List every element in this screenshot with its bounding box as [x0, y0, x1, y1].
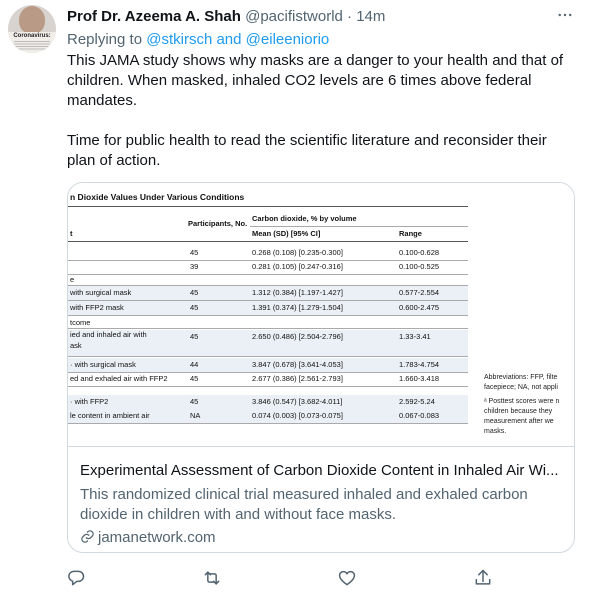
link-icon — [80, 529, 98, 546]
tweet-paragraph-2: Time for public health to read the scientific literature and reconsider their plan of action. — [67, 132, 547, 169]
card-body[interactable] — [68, 446, 575, 553]
table-row — [68, 246, 468, 260]
reply-mention-2[interactable]: @eileeniorio — [245, 31, 330, 48]
table-cell-mean: 0.281 (0.105) [0.247-0.316] — [252, 262, 343, 271]
table-row — [68, 358, 468, 372]
table-header-first: t — [70, 229, 73, 238]
table-header-participants: Participants, No. — [188, 219, 248, 228]
card-image[interactable] — [68, 183, 575, 446]
tweet-header — [67, 8, 385, 28]
avatar-face — [19, 6, 45, 34]
avatar[interactable] — [8, 5, 56, 53]
table-cell-range: 0.577-2.554 — [399, 288, 440, 297]
table-row — [68, 409, 468, 423]
table-row — [68, 273, 468, 285]
table-abbreviations — [484, 373, 575, 437]
table-row — [68, 316, 468, 328]
table-rule-header — [68, 241, 468, 242]
table-cell-label: · with FFP2 — [70, 397, 109, 406]
table-row — [68, 395, 468, 409]
table-cell-label: with FFP2 mask — [70, 303, 124, 312]
table-cell-range: 1.33-3.41 — [399, 332, 431, 341]
table-cell-label: le content in ambient air — [70, 411, 150, 420]
table-cell-range: 0.100-0.628 — [399, 248, 440, 257]
table-header-range: Range — [399, 229, 422, 238]
table-cell-range: 0.600-2.475 — [399, 303, 440, 312]
table-cell-range: 0.100-0.525 — [399, 262, 440, 271]
table-cell-participants: 45 — [190, 303, 199, 312]
table-cell-mean: 0.074 (0.003) [0.073-0.075] — [252, 411, 343, 420]
table-cell-participants: 44 — [190, 360, 199, 369]
table-cell-range: 0.067-0.083 — [399, 411, 440, 420]
table-cell-mean: 3.847 (0.678) [3.641-4.053] — [252, 360, 343, 369]
replying-to — [67, 31, 329, 48]
table-row-rule — [68, 423, 468, 424]
table-cell-range: 1.783-4.754 — [399, 360, 440, 369]
author-name[interactable]: Prof Dr. Azeema A. Shah — [67, 8, 241, 25]
more-horizontal-icon[interactable] — [555, 6, 575, 26]
reply-and[interactable]: and — [216, 31, 242, 48]
table-cell-participants: 45 — [190, 397, 199, 406]
table-cell-participants: NA — [190, 411, 201, 420]
table-cell-label: ied and inhaled air with — [70, 330, 147, 339]
heart-icon[interactable] — [337, 568, 359, 590]
link-card[interactable] — [67, 182, 575, 553]
table-cell-range: 1.660-3.418 — [399, 374, 440, 383]
table-row — [68, 372, 468, 386]
table-cell-label: with surgical mask — [70, 288, 132, 297]
table-cell-participants: 45 — [190, 248, 199, 257]
table-title: n Dioxide Values Under Various Conditions — [70, 192, 245, 202]
card-domain-text: jamanetwork.com — [98, 529, 216, 546]
card-domain[interactable] — [80, 529, 216, 546]
table-cell-label: ed and exhaled air with FFP2 — [70, 374, 168, 383]
table-cell-mean: 2.650 (0.486) [2.504-2.796] — [252, 332, 343, 341]
card-title[interactable]: Experimental Assessment of Carbon Dioxide Content in Inhaled Air Wi... — [80, 462, 559, 479]
table-cell-mean: 1.312 (0.384) [1.197-1.427] — [252, 288, 343, 297]
table-cell-mean: 1.391 (0.374) [1.279-1.504] — [252, 303, 343, 312]
share-icon[interactable] — [473, 568, 495, 590]
table-cell-label: · with surgical mask — [70, 360, 136, 369]
author-handle[interactable]: @pacifistworld — [245, 8, 343, 25]
reply-prefix: Replying to — [67, 31, 143, 48]
abbreviations-text: Abbreviations: FFP, filte facepiece; NA, not appli — [484, 374, 558, 391]
table-cell-participants: 39 — [190, 262, 199, 271]
reply-mention-1[interactable]: @stkirsch — [146, 31, 213, 48]
table-cell-label: e — [70, 275, 75, 284]
table-rule-group — [250, 226, 468, 227]
tweet-text — [67, 51, 579, 171]
footnote-text: ᵃ Posttest scores were n children because they measurement after we masks. — [484, 398, 560, 435]
reply-icon[interactable] — [66, 568, 88, 590]
table-cell-participants: 45 — [190, 374, 199, 383]
table-cell-mean: 3.846 (0.547) [3.682-4.011] — [252, 397, 343, 406]
table-row-rule — [68, 356, 468, 357]
table-row — [68, 260, 468, 274]
table-cell-mean: 0.268 (0.108) [0.235-0.300] — [252, 248, 343, 257]
table-cell-participants: 45 — [190, 332, 199, 341]
avatar-banner-lines — [14, 41, 50, 50]
retweet-icon[interactable] — [202, 568, 224, 590]
avatar-banner-text: Coronavirus: — [13, 33, 51, 39]
table-cell-label-cont: ask — [70, 341, 82, 350]
table-header-mean: Mean (SD) [95% CI] — [252, 229, 321, 238]
table-cell-range: 2.592-5.24 — [399, 397, 435, 406]
tweet-timestamp[interactable]: 14m — [356, 8, 386, 25]
table-cell-label: tcome — [70, 318, 91, 327]
separator-dot: · — [347, 8, 353, 25]
table-row — [68, 330, 468, 356]
table-cell-participants: 45 — [190, 288, 199, 297]
table-row-rule — [68, 386, 468, 387]
table-row — [68, 286, 468, 300]
tweet-paragraph-1: This JAMA study shows why masks are a danger to your health and that of children. When masked, inhaled CO2 levels are 6 times above federal mandates. — [67, 52, 564, 109]
table-header-group: Carbon dioxide, % by volume — [252, 214, 357, 223]
card-description: This randomized clinical trial measured inhaled and exhaled carbon dioxide in children with and without face masks. — [80, 486, 528, 523]
table-row — [68, 301, 468, 315]
table-rule-top — [68, 206, 468, 207]
table-cell-mean: 2.677 (0.386) [2.561-2.793] — [252, 374, 343, 383]
